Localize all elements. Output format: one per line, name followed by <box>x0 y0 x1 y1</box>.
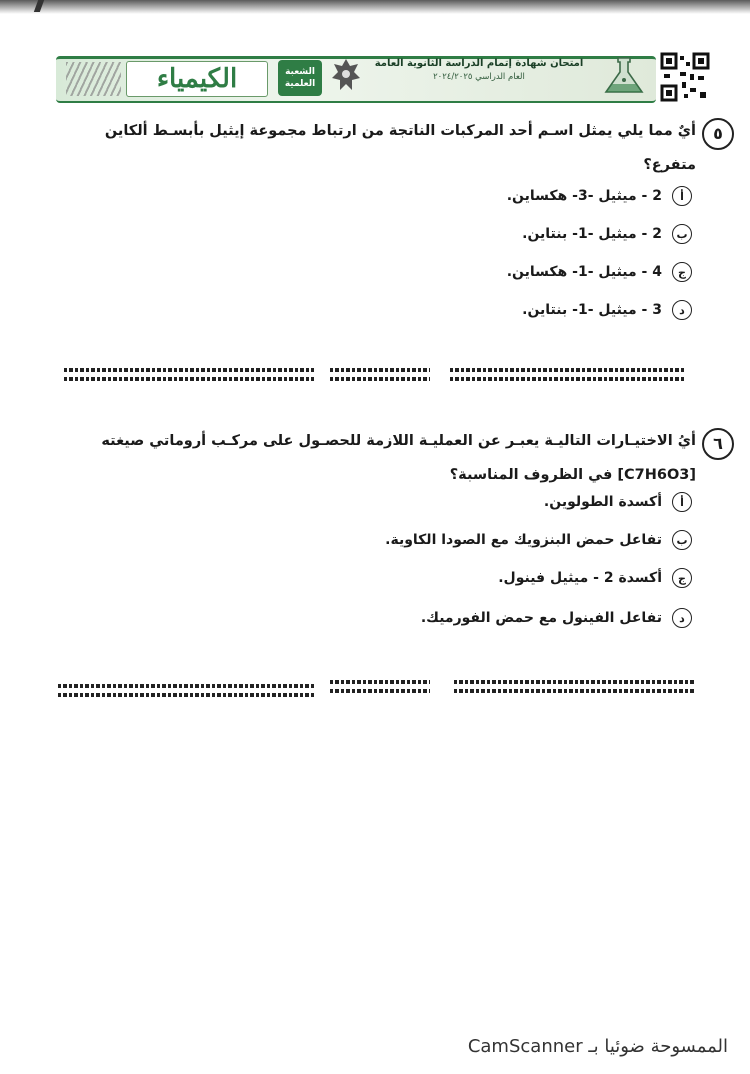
badge-line-1: الشعبة <box>285 67 315 77</box>
question-5-option-c[interactable] <box>507 262 692 282</box>
question-5-option-b[interactable] <box>522 224 692 244</box>
question-5-option-a[interactable] <box>507 186 692 206</box>
exam-info <box>368 58 590 96</box>
exam-title: امتحان شهادة إتمام الدراسة الثانوية العامة <box>374 58 584 69</box>
option-text: 3 - ميثيل -1- بنتاين. <box>522 302 662 318</box>
exam-header-banner <box>56 50 712 102</box>
answer-dots-left-2 <box>58 684 314 706</box>
question-6-text: أيُ الاختيـارات التاليـة يعبـر عن العمليـة اللازمة للحصـول على مركـب أروماتي صيغته [C7H6O3] في الظروف المناسبة؟ <box>101 433 696 483</box>
question-6-option-a[interactable] <box>544 492 692 512</box>
ministry-emblem-icon <box>328 56 364 96</box>
option-text: تفاعل الفينول مع حمض الفورميك. <box>420 610 662 626</box>
exam-year: العام الدراسي ٢٠٢٤/٢٠٢٥ <box>433 72 525 82</box>
camscanner-watermark: الممسوحة ضوئيا بـ CamScanner <box>467 1036 728 1057</box>
option-text: أكسدة الطولوين. <box>543 494 662 510</box>
answer-dots-left <box>64 368 314 390</box>
answer-dots-middle <box>330 368 430 390</box>
option-text: تفاعل حمض البنزويك مع الصودا الكاوية. <box>385 532 662 548</box>
question-number-5: ٥ <box>702 118 734 150</box>
question-6-option-c[interactable] <box>498 568 692 588</box>
option-marker: أ <box>672 186 692 206</box>
subject-title: الكيمياء <box>156 64 238 94</box>
option-marker: ب <box>672 530 692 550</box>
decorative-stripes <box>66 62 121 96</box>
question-6-option-d[interactable] <box>421 608 692 628</box>
option-marker: د <box>672 300 692 320</box>
option-text: 2 - ميثيل -3- هكساين. <box>506 188 662 204</box>
option-marker: ب <box>672 224 692 244</box>
option-text: 4 - ميثيل -1- هكساين. <box>506 264 662 280</box>
option-marker: أ <box>672 492 692 512</box>
badge-line-2: العلمية <box>284 79 316 89</box>
subject-box <box>126 61 268 97</box>
flask-icon <box>594 54 654 98</box>
option-marker: ج <box>672 262 692 282</box>
section-badge <box>278 60 322 96</box>
scan-top-edge <box>0 0 750 14</box>
answer-dots-middle-2 <box>330 680 430 702</box>
question-5-text: أيٌ مما يلي يمثل اسـم أحد المركبات الناتجة من ارتباط مجموعة إيثيل بأبسـط ألكاين متفرع؟ <box>104 123 696 173</box>
option-text: أكسدة 2 - ميثيل فينول. <box>498 570 662 586</box>
answer-dots-right <box>450 368 684 390</box>
option-text: 2 - ميثيل -1- بنتاين. <box>522 226 662 242</box>
question-6 <box>76 424 696 492</box>
qr-code-icon <box>660 52 710 102</box>
question-5-option-d[interactable] <box>522 300 692 320</box>
option-marker: ج <box>672 568 692 588</box>
answer-dots-right-2 <box>454 680 694 702</box>
question-6-option-b[interactable] <box>385 530 692 550</box>
option-marker: د <box>672 608 692 628</box>
question-number-6: ٦ <box>702 428 734 460</box>
question-5 <box>76 114 696 182</box>
